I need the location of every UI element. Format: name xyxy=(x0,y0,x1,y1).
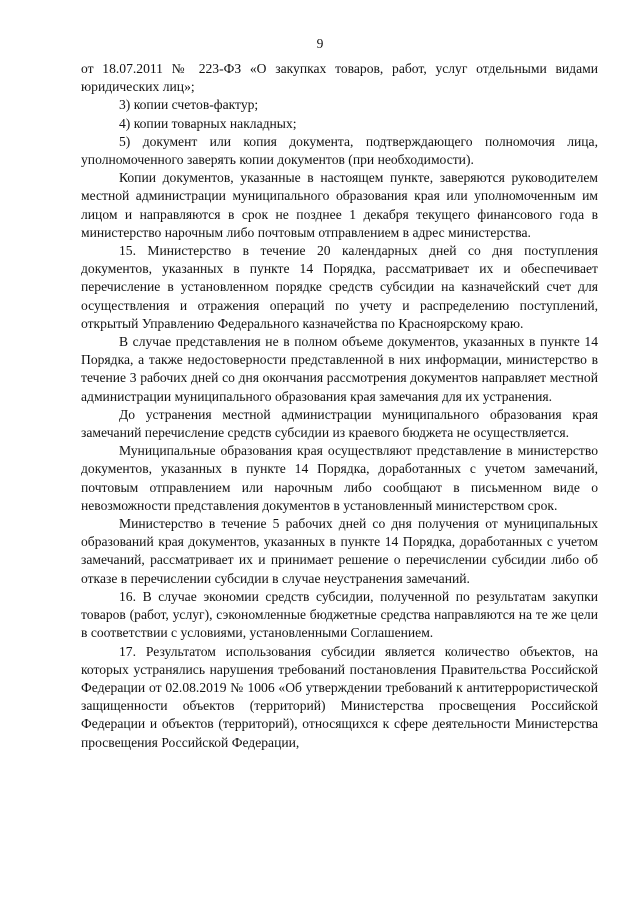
paragraph: До устранения местной администрации муниципального образования края замечаний перечисление средств субсидии из краевого бюджета не осуществляется. xyxy=(81,406,598,441)
paragraph: 3) копии счетов-фактур; xyxy=(119,97,259,113)
paragraph: 17. Результатом использования субсидии является количество объектов, на которых устранялись нарушения требований постановления Правительства Российской Федерации от 02.08.2019 № 1006 «Об утверждении требований к антитеррористической защищенности объектов (территорий) Министерства просвещения Российской Федерации и объектов (территорий), относящихся к сфере деятельности Министерства просвещения Российской Федерации, xyxy=(81,643,598,750)
paragraph: 4) копии товарных накладных; xyxy=(119,115,297,131)
paragraph: от 18.07.2011 № 223-ФЗ «О закупках товаров, работ, услуг отдельными видами юридических лиц»; xyxy=(81,61,598,95)
page-number: 9 xyxy=(316,36,324,51)
paragraph: Министерство в течение 5 рабочих дней со дня получения от муниципальных образований края документов, указанных в пункте 14 Порядка, доработанных с учетом замечаний, рассматривает их и принимает решение о перечислении субсидии либо об отказе в перечислении субсидии в случае неустранения замечаний. xyxy=(81,516,598,586)
paragraph: Копии документов, указанные в настоящем пункте, заверяются руководителем местной администрации муниципального образования края или уполномоченным им лицом и направляются в срок не позднее 1 декабря текущего финансового года в министерство нарочным либо почтовым отправлением в адрес министерства. xyxy=(81,170,598,240)
paragraph: 15. Министерство в течение 20 календарных дней со дня поступления документов, указанных в пункте 14 Порядка, рассматривает их и обеспечивает перечисление в установленном порядке средств субсидии на казначейский счет для осуществления и отражения операций по учету и распределению поступлений, открытый Управлению Федерального казначейства по Красноярскому краю. xyxy=(81,243,598,331)
paragraph: 5) документ или копия документа, подтверждающего полномочия лица, уполномоченного заверять копии документов (при необходимости). xyxy=(81,133,598,168)
paragraph: В случае представления не в полном объеме документов, указанных в пункте 14 Порядка, а также недостоверности представленной в них информации, министерство в течение 3 рабочих дней со дня окончания рассмотрения документов направляет местной администрации муниципального образования края замечания для их устранения. xyxy=(81,334,598,404)
paragraph: Муниципальные образования края осуществляют представление в министерство документов, указанных в пункте 14 Порядка, доработанных с учетом замечаний, почтовым отправлением или нарочным либо сообщают в письменном виде о невозможности представления документов в установленный министерством срок. xyxy=(81,443,598,513)
paragraph: 16. В случае экономии средств субсидии, полученной по результатам закупки товаров (работ, услуг), сэкономленные бюджетные средства направляются на те же цели в соответствии с условиями, установленными Соглашением. xyxy=(81,588,598,641)
document-body xyxy=(81,60,598,752)
